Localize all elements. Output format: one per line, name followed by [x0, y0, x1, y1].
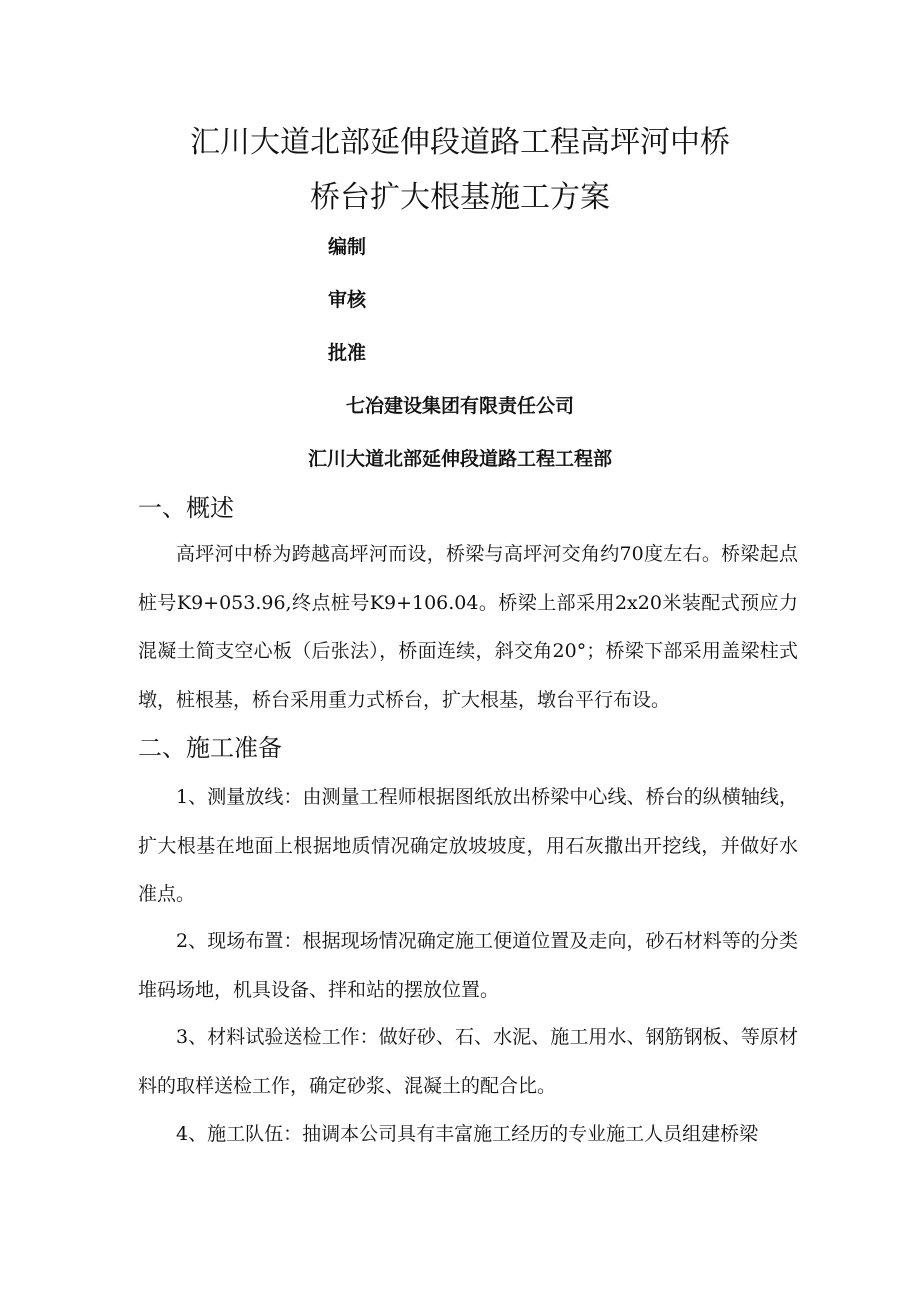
document-title-line2: 桥台扩大根基施工方案	[310, 180, 610, 215]
signoff-review-label: 审核	[328, 289, 367, 311]
preparation-paragraph-construction-team: 4、施工队伍：抽调本公司具有丰富施工经历的专业施工人员组建桥梁	[176, 1123, 759, 1145]
department-name: 汇川大道北部延伸段道路工程工程部	[307, 448, 612, 470]
overview-paragraph: 高坪河中桥为跨越高坪河而设，桥梁与高坪河交角约70度左右。桥梁起点桩号K9+053.96,终点桩号K9+106.04。桥梁上部采用2x20米装配式预应力混凝土简支空心板（后张法），桥面连续，斜交角20°；桥梁下部采用盖梁柱式墩，桩根基，桥台采用重力式桥台，扩大根基，墩台平行布设。	[138, 543, 798, 712]
section-heading-overview: 一、概述	[138, 494, 234, 522]
signoff-compile-label: 编制	[328, 236, 367, 258]
signoff-approve-label: 批准	[328, 342, 367, 364]
document-title-line1: 汇川大道北部延伸段道路工程高坪河中桥	[190, 125, 730, 160]
preparation-paragraph-material-testing: 3、材料试验送检工作：做好砂、石、水泥、施工用水、钢筋钢板、等原材料的取样送检工作，确定砂浆、混凝土的配合比。	[138, 1026, 798, 1097]
section-heading-preparation: 二、施工准备	[138, 734, 282, 762]
company-name: 七冶建设集团有限责任公司	[345, 395, 574, 417]
preparation-paragraph-survey: 1、测量放线：由测量工程师根据图纸放出桥梁中心线、桥台的纵横轴线，扩大根基在地面上根据地质情况确定放坡坡度，用石灰撒出开挖线，并做好水准点。	[138, 786, 798, 906]
preparation-paragraph-site-layout: 2、现场布置：根据现场情况确定施工便道位置及走向，砂石材料等的分类堆码场地，机具设备、拌和站的摆放位置。	[138, 930, 798, 1001]
